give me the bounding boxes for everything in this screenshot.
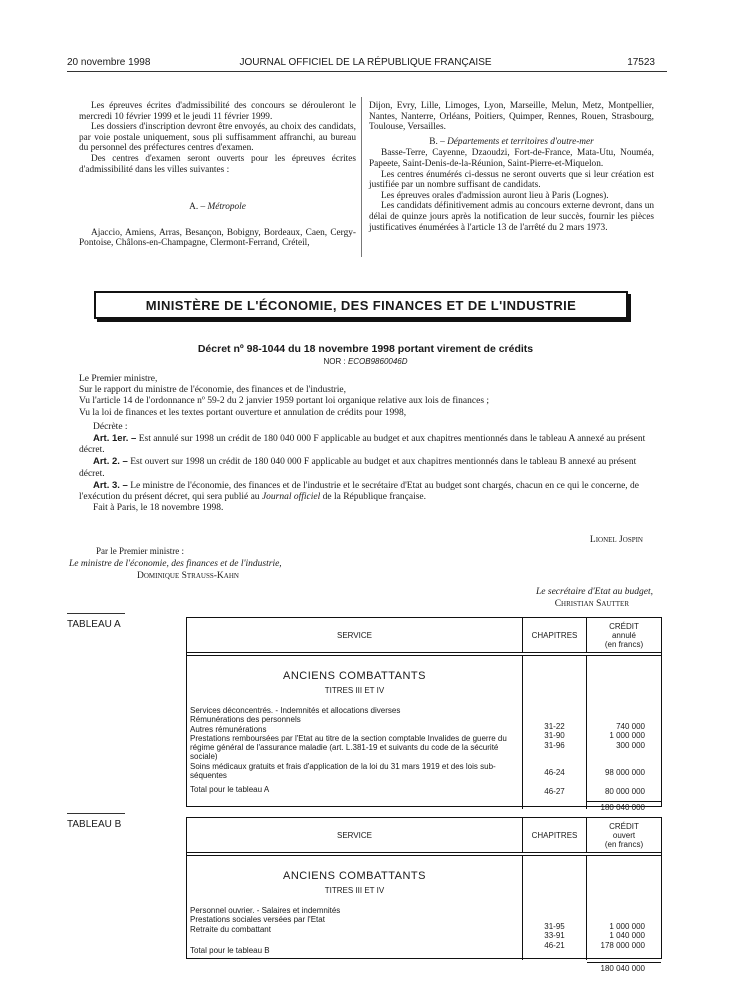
spacer — [523, 750, 586, 759]
paragraph: Les dossiers d'inscription devront être envoyés, au choix des candidats, par voie postale uniquement, sous pli suffisamment affranchi, au bureau du personnel des préfectures centres d'examen. — [79, 122, 356, 154]
service-row-line: Autres rémunérations — [190, 724, 267, 734]
header-rule — [67, 71, 667, 72]
journal-title: JOURNAL OFFICIEL DE LA RÉPUBLIQUE FRANÇAISE — [239, 57, 492, 68]
tableau-a — [186, 617, 662, 813]
table-header — [187, 618, 661, 653]
service-row-line: régime général de l'assurance maladie (art. L.381-19 et suivants du code de la sécurité — [190, 743, 499, 753]
service-row-line: Prestations remboursées par l'Etat au titre de la section comptable Invalides de guerre du — [190, 733, 507, 743]
minister-title: Le ministre de l'économie, des finances et de l'industrie, — [69, 559, 282, 569]
nor-reference: NOR : ECOB9860046D — [323, 357, 408, 366]
article-1: Art. 1er. – Est annulé sur 1998 un crédit de 180 040 000 F applicable au budget et aux chapitres mentionnés dans le tableau A annexé au présent décret. — [79, 433, 646, 456]
spacer — [587, 750, 661, 759]
decrete: Décrète : — [93, 421, 128, 432]
column-divider — [361, 97, 362, 257]
chapitres-column — [523, 856, 587, 960]
tableau-b — [186, 817, 662, 973]
amount-cell: 740 000 — [616, 722, 645, 731]
spacer — [523, 759, 586, 768]
amount-cell: 80 000 000 — [604, 787, 645, 797]
spacer — [587, 759, 661, 768]
decree-body — [79, 374, 655, 514]
table-header — [187, 818, 661, 853]
paragraph: Ajaccio, Amiens, Arras, Besançon, Bobigny, Bordeaux, Caen, Cergy-Pontoise, Châlons-en-Champagne, Clermont-Ferrand, Créteil, — [79, 227, 356, 249]
service-row-line: Retraite du combattant — [190, 924, 271, 934]
total-value: 180 040 000 — [587, 962, 661, 973]
amount-cell: 178 000 000 — [600, 940, 645, 950]
fait-a-paris: Fait à Paris, le 18 novembre 1998. — [93, 503, 224, 514]
service-row-line: Prestations sociales versées par l'Etat — [190, 915, 325, 925]
service-row-line: Rémunérations des personnels — [190, 715, 301, 725]
chapitre-cell: 46-21 — [544, 940, 565, 950]
paragraph: Dijon, Evry, Lille, Limoges, Lyon, Marseille, Melun, Metz, Montpellier, Nantes, Nanterre, Orléans, Poitiers, Quimper, Rennes, Rouen, Strasbourg, Toulouse, Versailles. — [369, 101, 654, 133]
amount-cell: 1 000 000 — [609, 922, 645, 931]
table-body — [187, 855, 661, 973]
header-credit: CRÉDIT ouvert (en francs) — [604, 821, 644, 849]
chapitre-cell: 46-27 — [544, 787, 565, 797]
decree-line: Le Premier ministre, — [79, 374, 158, 384]
tableau-b-rule — [67, 813, 125, 814]
decree-line: Sur le rapport du ministre de l'économie, des finances et de l'industrie, — [79, 385, 346, 396]
total-value: 180 040 000 — [587, 801, 661, 812]
chapitre-cell: 31-96 — [544, 740, 565, 750]
right-column — [369, 101, 654, 233]
header-chapitres: CHAPITRES — [523, 618, 587, 652]
heading-dom-tom: B. – Départements et territoires d'outre-mer — [429, 136, 594, 147]
service-row-line: sociale) — [190, 752, 218, 762]
heading-metropole: A. – Métropole — [189, 202, 246, 213]
header-credit: CRÉDIT annulé (en francs) — [604, 621, 644, 649]
paragraph: Les épreuves orales d'admission auront lieu à Paris (Lognes). — [381, 190, 609, 201]
chapitre-cell: 31-22 — [544, 722, 565, 731]
tableau-a-rule — [67, 613, 125, 614]
article-3: Art. 3. – Le ministre de l'économie, des finances et de l'industrie et le secrétaire d'Etat au budget sont chargés, chacun en ce qui le concerne, de l'exécution du présent décret, qui sera publié au Journal officiel de la République française. — [79, 479, 640, 503]
secretary-name: Christian Sautter — [554, 599, 629, 609]
service-row-line: Soins médicaux gratuits et frais d'application de la loi du 31 mars 1919 et des lois sub- — [190, 761, 496, 771]
section-title: ANCIENS COMBATTANTS — [283, 670, 426, 682]
section-title: ANCIENS COMBATTANTS — [283, 870, 426, 882]
total-label: Total pour le tableau A — [190, 785, 270, 795]
total-label: Total pour le tableau B — [190, 945, 270, 955]
service-row-line: Services déconcentrés. - Indemnités et allocations diverses — [190, 706, 401, 715]
paragraph: Basse-Terre, Cayenne, Dzaoudzi, Fort-de-France, Mata-Utu, Nouméa, Papeete, Saint-Denis-de-la-Réunion, Saint-Pierre-et-Miquelon. — [369, 148, 654, 169]
section-subtitle: TITRES III ET IV — [324, 686, 385, 695]
signature-prime-minister: Lionel Jospin — [589, 535, 643, 545]
table-body — [187, 655, 661, 813]
decree-line: Vu la loi de finances et les textes portant ouverture et annulation de crédits pour 1998, — [79, 407, 407, 418]
chapitre-cell: 31-95 — [544, 922, 565, 931]
section-subtitle: TITRES III ET IV — [324, 886, 385, 895]
left-column — [79, 101, 356, 249]
service-column — [187, 656, 523, 809]
amount-cell: 1 040 000 — [609, 931, 645, 941]
tableau-b-label: TABLEAU B — [67, 819, 122, 830]
header-date: 20 novembre 1998 — [67, 57, 151, 68]
article-2: Art. 2. – Est ouvert sur 1998 un crédit de 180 040 000 F applicable au budget et aux chapitres mentionnés dans le tableau B annexé au présent décret. — [79, 456, 637, 479]
paragraph: Des centres d'examen seront ouverts pour les épreuves écrites d'admissibilité dans les villes suivantes : — [79, 153, 356, 175]
paragraph: Les épreuves écrites d'admissibilité des concours se dérouleront le mercredi 10 février 1999 et le jeudi 11 février 1999. — [79, 101, 356, 122]
header-service: SERVICE — [187, 618, 523, 652]
header-service: SERVICE — [187, 818, 523, 852]
minister-name: Dominique Strauss-Kahn — [137, 571, 239, 581]
par-le-premier-ministre: Par le Premier ministre : — [96, 546, 184, 556]
service-column — [187, 856, 523, 960]
ministry-banner: MINISTÈRE DE L'ÉCONOMIE, DES FINANCES ET DE L'INDUSTRIE — [94, 291, 628, 319]
decree-title: Décret nº 98-1044 du 18 novembre 1998 portant virement de crédits — [197, 343, 534, 355]
page-number: 17523 — [627, 57, 655, 68]
secretary-title: Le secrétaire d'Etat au budget, — [536, 587, 653, 597]
chapitres-column — [523, 656, 587, 809]
chapitre-cell: 31-90 — [544, 731, 565, 741]
credit-column — [587, 856, 661, 973]
header-chapitres: CHAPITRES — [523, 818, 587, 852]
spacer — [523, 778, 586, 787]
chapitre-cell: 46-24 — [544, 768, 565, 778]
tableau-a-label: TABLEAU A — [67, 619, 121, 630]
amount-cell: 1 000 000 — [609, 731, 645, 741]
service-row-line: Personnel ouvrier. - Salaires et indemnités — [190, 906, 341, 915]
spacer — [587, 778, 661, 787]
amount-cell: 98 000 000 — [604, 768, 645, 778]
paragraph: Les candidats définitivement admis au concours externe devront, dans un délai de quinze jours après la notification de leur succès, fournir les pièces justificatives énumérées à l'article 13 de l'arrêté du 2 mars 1973. — [369, 201, 654, 233]
service-row-line: séquentes — [190, 771, 227, 781]
chapitre-cell: 33-91 — [544, 931, 565, 941]
amount-cell: 300 000 — [616, 740, 645, 750]
decree-line: Vu l'article 14 de l'ordonnance nº 59-2 du 2 janvier 1959 portant loi organique relative aux lois de finances ; — [79, 396, 490, 407]
paragraph: Les centres énumérés ci-dessus ne seront ouverts que si leur création est justifiée par un nombre suffisant de candidats. — [369, 169, 654, 191]
credit-column — [587, 656, 661, 813]
